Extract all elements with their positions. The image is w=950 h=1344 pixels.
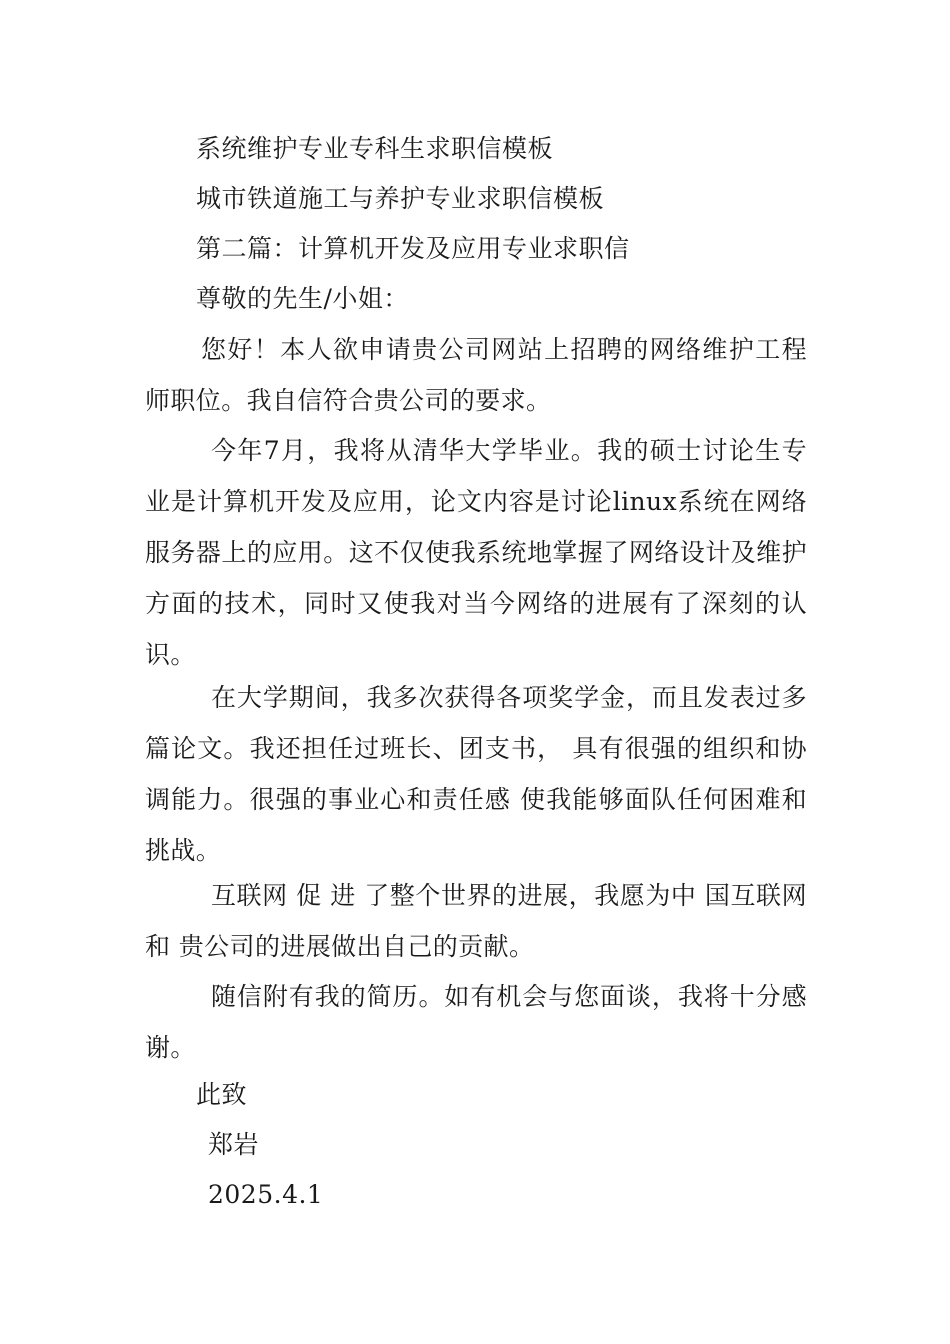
heading-2: 城市铁道施工与养护专业求职信模板	[196, 184, 605, 213]
heading-1: 系统维护专业专科生求职信模板	[196, 134, 554, 163]
salutation: 尊敬的先生/小姐：	[196, 284, 409, 313]
heading-3: 第二篇：计算机开发及应用专业求职信	[196, 234, 630, 263]
paragraph-greeting: 您好！本人欲申请贵公司网站上招聘的网络维护工程师职位。我自信符合贵公司的要求。	[145, 335, 807, 415]
paragraph-achievements: 在大学期间，我多次获得各项奖学金，而且发表过多篇论文。我还担任过班长、团支书， 具有很强的组织和协调能力。很强的事业心和责任感 使我能够面队任何困难和挑战。	[145, 683, 807, 865]
paragraph-resume: 随信附有我的简历。如有机会与您面谈，我将十分感谢。	[145, 982, 807, 1062]
closing: 此致	[196, 1080, 248, 1109]
signature: 郑岩	[208, 1130, 260, 1159]
paragraph-contribution: 互联网 促 进 了整个世界的进展，我愿为中 国互联网和 贵公司的进展做出自己的贡献。	[145, 881, 807, 961]
date: 2025.4.1	[208, 1180, 324, 1209]
paragraph-education: 今年7月，我将从清华大学毕业。我的硕士讨论生专业是计算机开发及应用，论文内容是讨论linux系统在网络服务器上的应用。这不仅使我系统地掌握了网络设计及维护方面的技术，同时又使我对当今网络的进展有了深刻的认识。	[145, 436, 807, 669]
